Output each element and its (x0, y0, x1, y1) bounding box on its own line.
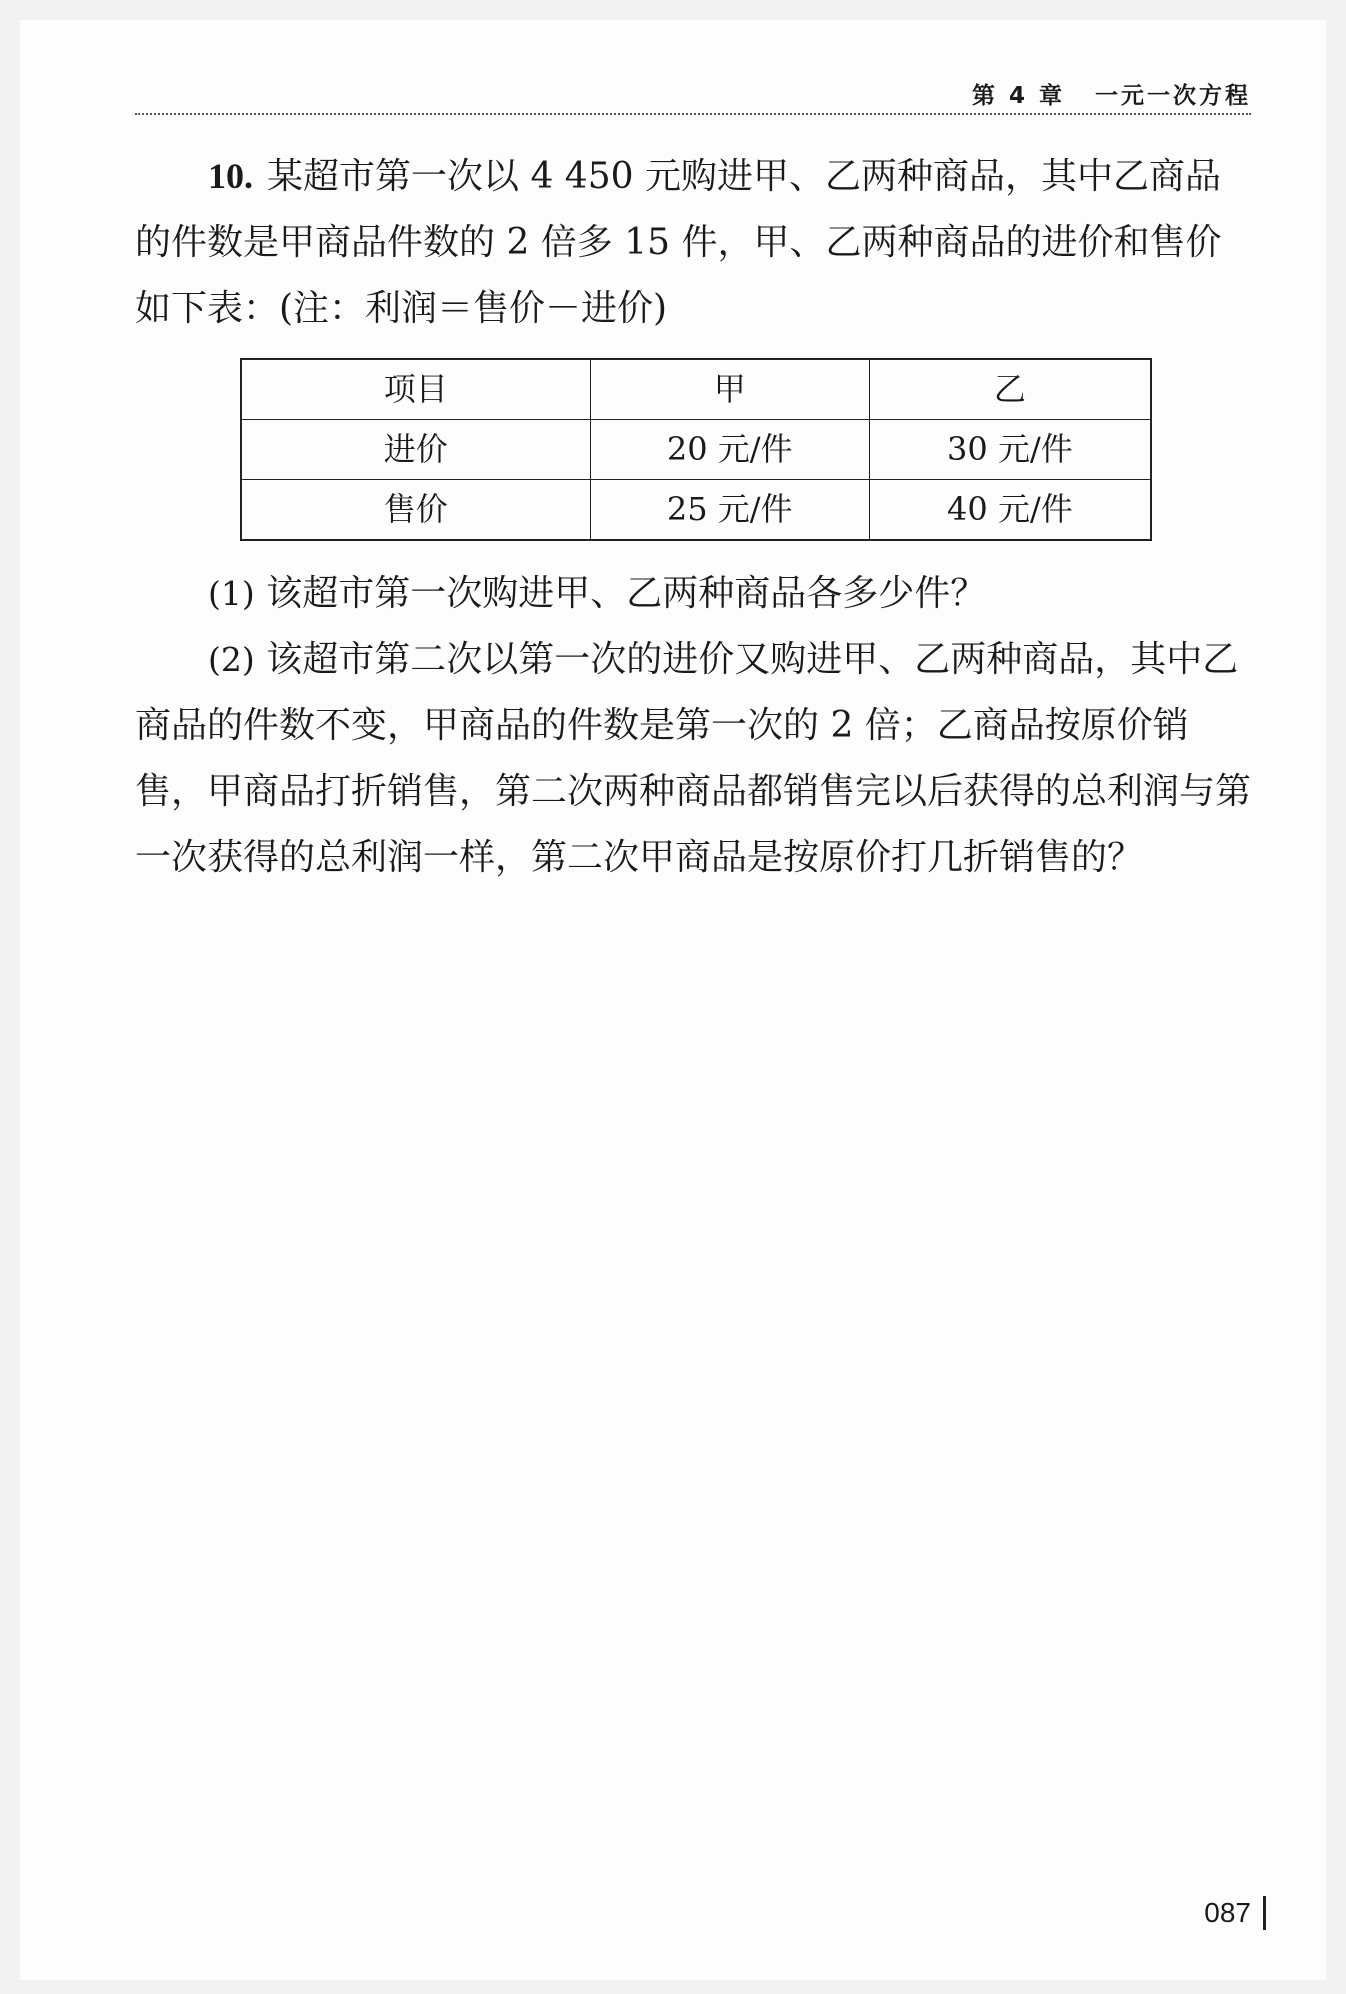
table-header-cell: 项目 (241, 359, 590, 420)
problem-statement (135, 143, 1255, 342)
problem-number: 10. (208, 156, 253, 196)
table-header-row (241, 359, 1151, 420)
table-cell: 25 元/件 (590, 480, 869, 541)
header-text (972, 77, 1251, 110)
table-cell: 20 元/件 (590, 420, 869, 480)
table-cell: 40 元/件 (869, 480, 1151, 541)
page (20, 20, 1326, 1980)
page-number: 087 (1204, 1896, 1266, 1930)
question-2 (135, 627, 1255, 891)
problem-text: 某超市第一次以 4 450 元购进甲、乙两种商品，其中乙商品的件数是甲商品件数的 2 倍多 15 件，甲、乙两种商品的进价和售价如下表：(注：利润＝售价－进价) (135, 156, 1222, 329)
question-text: 该超市第一次购进甲、乙两种商品各多少件？ (266, 573, 987, 614)
table-cell: 进价 (241, 420, 590, 480)
table-header-cell: 甲 (590, 359, 869, 420)
table-row (241, 420, 1151, 480)
table-cell: 售价 (241, 480, 590, 541)
table-cell: 30 元/件 (869, 420, 1151, 480)
table-row (241, 480, 1151, 541)
question-number: (2) (208, 640, 255, 679)
question-number: (1) (208, 574, 255, 613)
question-1 (135, 561, 1255, 627)
question-text: 该超市第二次以第一次的进价又购进甲、乙两种商品，其中乙商品的件数不变，甲商品的件数是第一次的 2 倍；乙商品按原价销售，甲商品打折销售，第二次两种商品都销售完以后获得的总利润与第一次获得的总利润一样，第二次甲商品是按原价打几折销售的？ (135, 639, 1252, 878)
content (135, 143, 1255, 891)
running-header (135, 77, 1251, 115)
chapter-number: 第 4 章 (971, 83, 1065, 109)
table-header-cell: 乙 (869, 359, 1151, 420)
chapter-title: 一元一次方程 (1095, 83, 1251, 109)
price-table (240, 358, 1152, 541)
